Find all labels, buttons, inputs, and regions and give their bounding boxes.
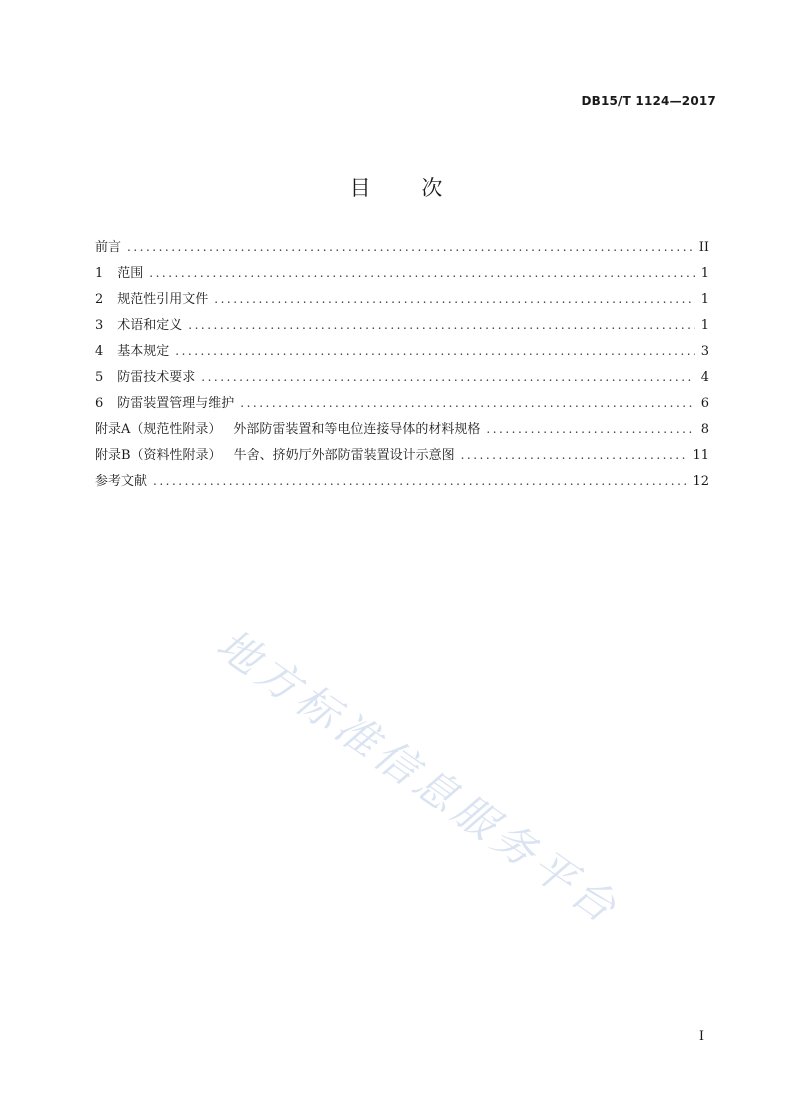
toc-entry-page: 4	[700, 370, 709, 385]
toc-entry-lightning-technical-requirements[interactable]	[95, 366, 709, 392]
toc-entry-title: 术语和定义	[117, 318, 183, 333]
toc-title: 目 次	[349, 176, 465, 200]
toc-leader-dots	[175, 344, 694, 358]
document-code: DB15/T 1124—2017	[581, 94, 716, 108]
toc-leader-dots	[240, 396, 694, 410]
toc-entry-number: 2	[95, 292, 104, 307]
toc-entry-number: 4	[95, 344, 104, 359]
toc-entry-title: 前言	[95, 240, 122, 255]
toc-annex-label: 附录B（资料性附录）	[95, 448, 222, 463]
toc-entry-page: 1	[700, 292, 709, 307]
toc-entry-number: 3	[95, 318, 104, 333]
watermark: 地方标准信息服务平台	[207, 619, 630, 935]
toc-leader-dots	[201, 370, 694, 384]
toc-entry-title: 范围	[117, 266, 144, 281]
toc-entry-management-maintenance[interactable]	[95, 392, 709, 418]
toc-entry-terms-definitions[interactable]	[95, 314, 709, 340]
toc-entry-number: 5	[95, 370, 104, 385]
toc-entry-title: 牛舍、挤奶厅外部防雷装置设计示意图	[233, 448, 455, 463]
toc-leader-dots	[486, 422, 694, 436]
toc-leader-dots	[461, 448, 687, 462]
page-number: I	[698, 1029, 704, 1044]
toc-entry-page: 1	[700, 318, 709, 333]
toc-leader-dots	[127, 240, 693, 254]
toc-leader-dots	[214, 292, 694, 306]
toc-leader-dots	[149, 266, 694, 280]
toc-entry-page: 3	[700, 344, 709, 359]
toc-entry-page: 8	[700, 422, 709, 437]
toc-entry-title: 外部防雷装置和等电位连接导体的材料规格	[233, 422, 481, 437]
toc-entry-normative-references[interactable]	[95, 288, 709, 314]
toc-entry-page: II	[698, 240, 709, 255]
toc-entry-number: 6	[95, 396, 104, 411]
toc-entry-annex-a[interactable]	[95, 418, 709, 444]
toc-entry-bibliography[interactable]	[95, 470, 709, 496]
toc-entry-page: 12	[692, 474, 709, 489]
toc-entry-page: 1	[700, 266, 709, 281]
toc-entry-title: 防雷技术要求	[117, 370, 196, 385]
toc-entry-title: 规范性引用文件	[117, 292, 209, 307]
toc-entry-foreword[interactable]	[95, 236, 709, 262]
toc-entry-page: 6	[700, 396, 709, 411]
toc-entry-title: 基本规定	[117, 344, 170, 359]
toc-entry-annex-b[interactable]	[95, 444, 709, 470]
toc-entry-basic-provisions[interactable]	[95, 340, 709, 366]
toc-leader-dots	[188, 318, 694, 332]
toc-entry-title: 参考文献	[95, 474, 148, 489]
toc-entry-number: 1	[95, 266, 104, 281]
toc-leader-dots	[153, 474, 686, 488]
toc-annex-label: 附录A（规范性附录）	[95, 422, 222, 437]
toc-entry-scope[interactable]	[95, 262, 709, 288]
toc-entry-title: 防雷装置管理与维护	[117, 396, 235, 411]
toc-entry-page: 11	[692, 448, 709, 463]
table-of-contents	[95, 236, 709, 496]
